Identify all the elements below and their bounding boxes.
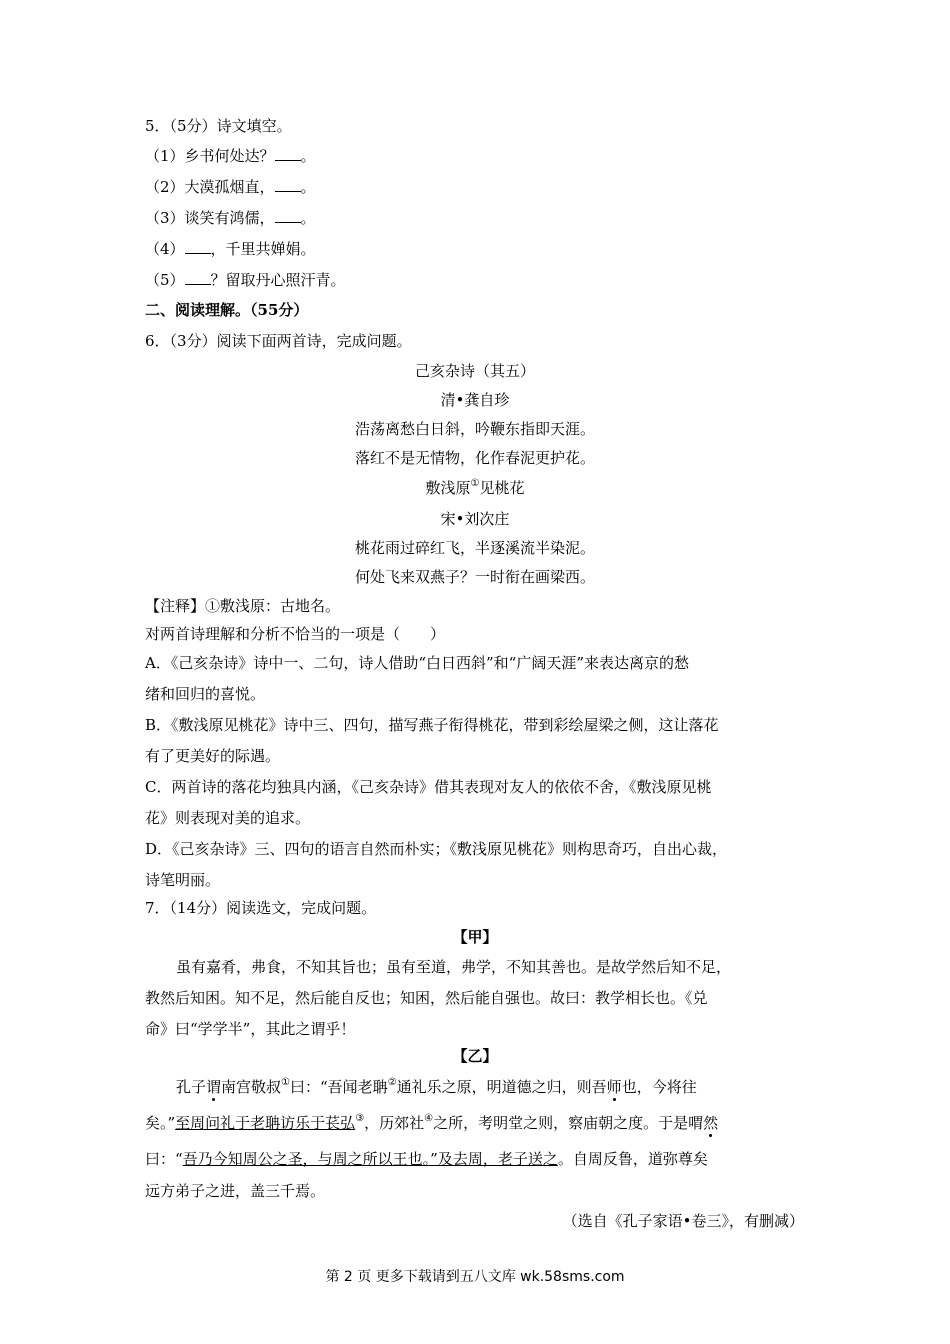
poem2-title: 敷浅原①见桃花 xyxy=(425,478,525,497)
answer-blank xyxy=(185,270,211,285)
q5-title: 5．（5分）诗文填空。 xyxy=(145,117,292,135)
page-footer: 第 2 页 更多下载请到五八文库 wk.58sms.com xyxy=(325,1269,625,1285)
option-d-line-1: D．《己亥杂诗》三、四句的语言自然而朴实；《敷浅原见桃花》则构思奇巧，自出心裁， xyxy=(145,840,728,858)
q5-item-3: （3）谈笑有鸿儒， 。 xyxy=(145,209,316,227)
q5-item-4: （4） ，千里共婵娟。 xyxy=(145,240,316,258)
passage-jia-line-3: 命》曰“学学半”，其此之谓乎！ xyxy=(145,1020,356,1038)
option-b-line-1: B．《敷浅原见桃花》诗中三、四句，描写燕子衔得桃花，带到彩绘屋梁之侧，这让落花 xyxy=(145,716,719,734)
passage-jia-line-1: 虽有嘉肴，弗食，不知其旨也；虽有至道，弗学，不知其善也。是故学然后知不足， xyxy=(176,958,732,976)
answer-blank xyxy=(275,146,301,161)
poem2-line-2: 何处飞来双燕子？一时衔在画梁西。 xyxy=(354,568,595,586)
poem2-line-1: 桃花雨过碎红飞，半逐溪流半染泥。 xyxy=(354,539,595,557)
passage-yi-heading: 【乙】 xyxy=(452,1047,498,1065)
passage-jia-heading: 【甲】 xyxy=(452,928,498,946)
underlined-sentence-2: 吾乃今知周公之圣，与周之所以王也。”及去周，老子送之 xyxy=(182,1150,558,1168)
q6-question: 对两首诗理解和分析不恰当的一项是（ ） xyxy=(145,625,446,643)
option-d-line-2: 诗笔明丽。 xyxy=(145,871,221,889)
poem2-author: 宋•刘次庄 xyxy=(440,510,510,528)
passage-yi-line-1: 孔子谓南宫敬叔①曰：“吾闻老聃②通礼乐之原，明道德之归，则吾师也，今将往 xyxy=(176,1077,697,1096)
dotted-char: 谓 xyxy=(206,1078,222,1096)
dotted-char: 然 xyxy=(703,1114,719,1132)
poem1-author: 清•龚自珍 xyxy=(440,391,510,409)
answer-blank xyxy=(185,239,211,254)
option-a-line-1: A．《己亥杂诗》诗中一、二句，诗人借助“白日西斜”和“广阔天涯”来表达离京的愁 xyxy=(145,654,690,672)
q5-item-1: （1）乡书何处达？ 。 xyxy=(145,147,316,165)
answer-blank xyxy=(275,208,301,223)
poem-note: 【注释】①敷浅原：古地名。 xyxy=(145,597,341,615)
answer-blank xyxy=(275,177,301,192)
q5-item-2: （2）大漠孤烟直， 。 xyxy=(145,178,316,196)
passage-yi-line-3: 曰：“吾乃今知周公之圣，与周之所以王也。”及去周，老子送之。自周反鲁，道弥尊矣 xyxy=(145,1150,708,1168)
q7-title: 7．（14分）阅读选文，完成问题。 xyxy=(145,899,377,917)
poem1-line-1: 浩荡离愁白日斜，吟鞭东指即天涯。 xyxy=(354,420,595,438)
passage-yi-line-4: 远方弟子之进，盖三千焉。 xyxy=(145,1182,326,1200)
q5-item-5: （5） ？留取丹心照汗青。 xyxy=(145,271,346,289)
passage-yi-line-2: 矣。”至周问礼于老聃访乐于苌弘③，历郊社④之所，考明堂之则，察庙朝之度。于是喟然 xyxy=(145,1113,719,1132)
option-c-line-1: C．两首诗的落花均独具内涵，《己亥杂诗》借其表现对友人的依依不舍，《敷浅原见桃 xyxy=(145,778,712,796)
option-b-line-2: 有了更美好的际遇。 xyxy=(145,747,281,765)
option-c-line-2: 花》则表现对美的追求。 xyxy=(145,809,311,827)
underlined-sentence-1: 至周问礼于老聃访乐于苌弘 xyxy=(175,1114,356,1132)
option-a-line-2: 绪和回归的喜悦。 xyxy=(145,685,266,703)
dotted-char: 师 xyxy=(606,1078,622,1096)
section-heading: 二、阅读理解。（55分） xyxy=(145,301,309,319)
poem1-title: 己亥杂诗（其五） xyxy=(414,362,535,380)
q6-title: 6．（3分）阅读下面两首诗，完成问题。 xyxy=(145,332,412,350)
passage-jia-line-2: 教然后知困。知不足，然后能自反也；知困，然后能自强也。故曰：教学相长也。《兑 xyxy=(145,989,708,1007)
poem1-line-2: 落红不是无情物，化作春泥更护花。 xyxy=(354,449,595,467)
passage-source: （选自《孔子家语•卷三》，有删减） xyxy=(562,1212,804,1230)
